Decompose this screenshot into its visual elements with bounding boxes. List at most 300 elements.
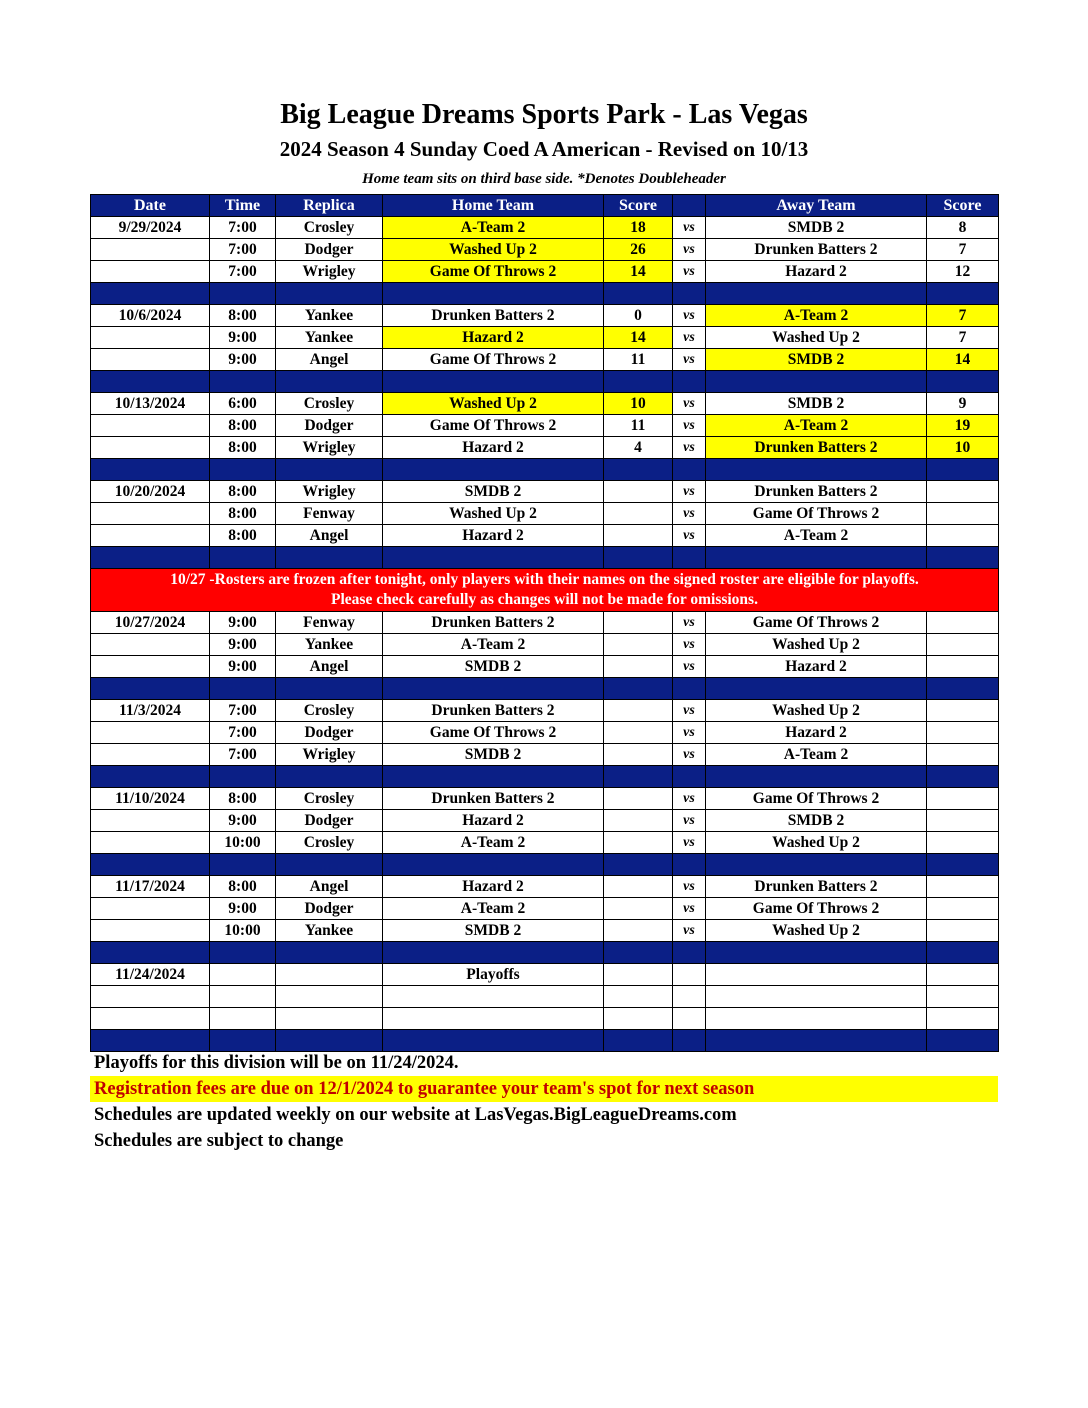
cell-replica: Dodger [276, 722, 383, 744]
cell-replica: Wrigley [276, 744, 383, 766]
separator-cell [383, 283, 604, 305]
cell-date: 9/29/2024 [91, 217, 210, 239]
game-row [91, 832, 999, 854]
cell-home-team: Drunken Batters 2 [383, 700, 604, 722]
cell-time: 7:00 [210, 261, 276, 283]
website-note: Schedules are updated weekly on our website at LasVegas.BigLeagueDreams.com [94, 1105, 737, 1125]
cell-away-score [927, 634, 999, 656]
cell-away-score [927, 612, 999, 634]
cell-vs [673, 986, 706, 1008]
cell-away-team: SMDB 2 [706, 393, 927, 415]
cell-away-score [927, 986, 999, 1008]
separator-cell [276, 1030, 383, 1052]
cell-home-score: 26 [604, 239, 673, 261]
cell-away-team: SMDB 2 [706, 217, 927, 239]
cell-replica: Dodger [276, 898, 383, 920]
cell-vs: vs [673, 393, 706, 415]
cell-date [91, 920, 210, 942]
cell-time: 7:00 [210, 722, 276, 744]
schedule-body [91, 217, 999, 1052]
cell-replica: Dodger [276, 810, 383, 832]
separator-cell [706, 1030, 927, 1052]
cell-vs: vs [673, 810, 706, 832]
separator-cell [276, 854, 383, 876]
separator-cell [91, 547, 210, 569]
separator-cell [604, 371, 673, 393]
cell-home-team: SMDB 2 [383, 744, 604, 766]
separator-cell [383, 942, 604, 964]
separator-cell [673, 459, 706, 481]
roster-notice [91, 569, 999, 612]
separator-cell [673, 942, 706, 964]
cell-home-score: 11 [604, 349, 673, 371]
cell-vs: vs [673, 239, 706, 261]
cell-away-team: SMDB 2 [706, 349, 927, 371]
cell-time: 10:00 [210, 920, 276, 942]
cell-away-score: 9 [927, 393, 999, 415]
separator-cell [91, 1030, 210, 1052]
cell-away-score [927, 920, 999, 942]
separator-row [91, 1030, 999, 1052]
separator-row [91, 371, 999, 393]
cell-home-team: Game Of Throws 2 [383, 415, 604, 437]
game-row [91, 612, 999, 634]
cell-home-score [604, 788, 673, 810]
cell-replica: Crosley [276, 832, 383, 854]
game-row [91, 788, 999, 810]
separator-cell [276, 459, 383, 481]
cell-away-score: 14 [927, 349, 999, 371]
separator-cell [673, 283, 706, 305]
game-row [91, 239, 999, 261]
cell-vs: vs [673, 876, 706, 898]
game-row [91, 415, 999, 437]
cell-time: 9:00 [210, 327, 276, 349]
cell-home-team: Game Of Throws 2 [383, 261, 604, 283]
cell-home-score: 4 [604, 437, 673, 459]
cell-time: 9:00 [210, 612, 276, 634]
cell-away-team: A-Team 2 [706, 415, 927, 437]
cell-vs: vs [673, 481, 706, 503]
cell-away-score [927, 700, 999, 722]
home-team-note: Home team sits on third base side. *Denotes Doubleheader [362, 171, 726, 187]
cell-away-team: Drunken Batters 2 [706, 876, 927, 898]
cell-vs: vs [673, 744, 706, 766]
game-row [91, 349, 999, 371]
separator-cell [210, 371, 276, 393]
cell-vs: vs [673, 415, 706, 437]
cell-replica: Angel [276, 525, 383, 547]
cell-replica: Dodger [276, 239, 383, 261]
cell-replica: Dodger [276, 415, 383, 437]
cell-date: 11/10/2024 [91, 788, 210, 810]
game-row [91, 656, 999, 678]
cell-time: 9:00 [210, 349, 276, 371]
separator-cell [604, 854, 673, 876]
separator-cell [927, 1030, 999, 1052]
cell-vs: vs [673, 920, 706, 942]
separator-cell [706, 459, 927, 481]
cell-replica: Wrigley [276, 437, 383, 459]
cell-date [91, 437, 210, 459]
separator-cell [706, 283, 927, 305]
game-row [91, 217, 999, 239]
cell-home-score [604, 634, 673, 656]
separator-cell [276, 766, 383, 788]
cell-vs: vs [673, 898, 706, 920]
separator-cell [210, 942, 276, 964]
separator-cell [706, 371, 927, 393]
cell-replica: Wrigley [276, 261, 383, 283]
col-header-replica: Replica [276, 195, 383, 217]
cell-time: 9:00 [210, 810, 276, 832]
cell-date [91, 656, 210, 678]
cell-away-team: Game Of Throws 2 [706, 788, 927, 810]
cell-home-team: SMDB 2 [383, 481, 604, 503]
separator-cell [604, 1030, 673, 1052]
cell-date [91, 986, 210, 1008]
cell-vs: vs [673, 327, 706, 349]
cell-date: 10/20/2024 [91, 481, 210, 503]
cell-date [91, 327, 210, 349]
schedule-table [90, 194, 999, 1052]
cell-away-score [927, 722, 999, 744]
separator-row [91, 766, 999, 788]
cell-away-team: Drunken Batters 2 [706, 437, 927, 459]
cell-home-team: A-Team 2 [383, 832, 604, 854]
separator-row [91, 854, 999, 876]
cell-home-team: Hazard 2 [383, 437, 604, 459]
cell-home-score: 0 [604, 305, 673, 327]
separator-cell [210, 766, 276, 788]
separator-cell [706, 854, 927, 876]
separator-cell [383, 1030, 604, 1052]
cell-away-score [927, 832, 999, 854]
game-row [91, 898, 999, 920]
separator-cell [276, 371, 383, 393]
cell-replica: Angel [276, 656, 383, 678]
cell-replica: Wrigley [276, 481, 383, 503]
cell-away-team: Game Of Throws 2 [706, 898, 927, 920]
cell-vs: vs [673, 612, 706, 634]
separator-cell [927, 678, 999, 700]
separator-cell [210, 459, 276, 481]
table-header-row [91, 195, 999, 217]
cell-vs: vs [673, 634, 706, 656]
cell-away-team: Drunken Batters 2 [706, 239, 927, 261]
separator-cell [383, 678, 604, 700]
separator-cell [706, 766, 927, 788]
cell-date [91, 525, 210, 547]
cell-away-score: 10 [927, 437, 999, 459]
cell-home-score [604, 481, 673, 503]
cell-away-score [927, 876, 999, 898]
cell-home-score [604, 656, 673, 678]
cell-replica: Yankee [276, 920, 383, 942]
separator-cell [210, 678, 276, 700]
col-header-away-team: Away Team [706, 195, 927, 217]
cell-home-team: SMDB 2 [383, 656, 604, 678]
separator-cell [706, 678, 927, 700]
separator-cell [210, 854, 276, 876]
separator-cell [276, 678, 383, 700]
cell-home-score: 14 [604, 327, 673, 349]
game-row [91, 1008, 999, 1030]
cell-home-team: Hazard 2 [383, 525, 604, 547]
cell-home-team: Game Of Throws 2 [383, 349, 604, 371]
cell-away-team: Washed Up 2 [706, 327, 927, 349]
cell-away-team: Hazard 2 [706, 261, 927, 283]
separator-cell [673, 766, 706, 788]
cell-replica: Crosley [276, 700, 383, 722]
cell-vs: vs [673, 722, 706, 744]
cell-time: 9:00 [210, 634, 276, 656]
game-row [91, 876, 999, 898]
cell-date [91, 415, 210, 437]
cell-date: 11/17/2024 [91, 876, 210, 898]
cell-home-team: SMDB 2 [383, 920, 604, 942]
separator-cell [604, 678, 673, 700]
cell-away-score [927, 898, 999, 920]
cell-date [91, 239, 210, 261]
cell-home-score [604, 920, 673, 942]
cell-away-team: Hazard 2 [706, 656, 927, 678]
cell-home-score [604, 503, 673, 525]
cell-home-team: A-Team 2 [383, 217, 604, 239]
cell-home-score [604, 964, 673, 986]
cell-time: 7:00 [210, 744, 276, 766]
separator-cell [91, 678, 210, 700]
separator-cell [276, 942, 383, 964]
cell-home-score [604, 810, 673, 832]
cell-time: 9:00 [210, 656, 276, 678]
cell-replica: Fenway [276, 503, 383, 525]
cell-away-team: Washed Up 2 [706, 634, 927, 656]
cell-time: 8:00 [210, 305, 276, 327]
page-subtitle: 2024 Season 4 Sunday Coed A American - Revised on 10/13 [279, 137, 809, 161]
game-row [91, 525, 999, 547]
cell-home-team: Hazard 2 [383, 810, 604, 832]
game-row [91, 481, 999, 503]
cell-away-team: A-Team 2 [706, 305, 927, 327]
cell-date: 11/24/2024 [91, 964, 210, 986]
cell-replica: Crosley [276, 393, 383, 415]
cell-time: 8:00 [210, 437, 276, 459]
cell-vs: vs [673, 503, 706, 525]
separator-cell [604, 547, 673, 569]
cell-time: 8:00 [210, 415, 276, 437]
cell-time: 8:00 [210, 876, 276, 898]
game-row [91, 964, 999, 986]
cell-away-score [927, 525, 999, 547]
cell-home-team: Drunken Batters 2 [383, 788, 604, 810]
cell-home-score [604, 986, 673, 1008]
separator-cell [927, 283, 999, 305]
cell-away-score [927, 656, 999, 678]
game-row [91, 744, 999, 766]
separator-cell [383, 547, 604, 569]
cell-home-team: Drunken Batters 2 [383, 612, 604, 634]
game-row [91, 437, 999, 459]
cell-replica: Crosley [276, 788, 383, 810]
cell-date [91, 898, 210, 920]
separator-cell [927, 547, 999, 569]
separator-cell [210, 283, 276, 305]
cell-home-score: 10 [604, 393, 673, 415]
separator-cell [383, 854, 604, 876]
cell-replica [276, 1008, 383, 1030]
separator-row [91, 678, 999, 700]
cell-home-team: Washed Up 2 [383, 239, 604, 261]
cell-vs: vs [673, 305, 706, 327]
cell-time: 8:00 [210, 481, 276, 503]
separator-cell [927, 942, 999, 964]
cell-away-score [927, 788, 999, 810]
cell-date [91, 349, 210, 371]
cell-away-score: 7 [927, 239, 999, 261]
game-row [91, 722, 999, 744]
cell-time [210, 1008, 276, 1030]
cell-date [91, 832, 210, 854]
game-row [91, 920, 999, 942]
cell-away-score [927, 964, 999, 986]
cell-date [91, 722, 210, 744]
cell-home-score [604, 612, 673, 634]
col-header-date: Date [91, 195, 210, 217]
separator-cell [673, 678, 706, 700]
cell-home-team [383, 986, 604, 1008]
col-header-time: Time [210, 195, 276, 217]
roster-notice-line: 10/27 -Rosters are frozen after tonight, only players with their names on the signed roster are eligible for playoffs. [170, 571, 919, 588]
cell-date: 10/13/2024 [91, 393, 210, 415]
cell-away-team: Hazard 2 [706, 722, 927, 744]
separator-cell [383, 371, 604, 393]
game-row [91, 700, 999, 722]
cell-time: 7:00 [210, 700, 276, 722]
cell-replica [276, 964, 383, 986]
playoffs-note: Playoffs for this division will be on 11/24/2024. [94, 1053, 459, 1073]
cell-date: 10/6/2024 [91, 305, 210, 327]
separator-cell [706, 942, 927, 964]
cell-home-score [604, 722, 673, 744]
separator-cell [383, 766, 604, 788]
cell-time: 9:00 [210, 898, 276, 920]
page-title: Big League Dreams Sports Park - Las Vegas [280, 99, 808, 130]
cell-away-team: Game Of Throws 2 [706, 503, 927, 525]
separator-cell [673, 371, 706, 393]
cell-home-team: Washed Up 2 [383, 503, 604, 525]
cell-away-team [706, 964, 927, 986]
cell-time: 8:00 [210, 525, 276, 547]
separator-cell [604, 766, 673, 788]
separator-cell [927, 854, 999, 876]
cell-home-team: Hazard 2 [383, 876, 604, 898]
cell-away-score: 7 [927, 305, 999, 327]
separator-cell [706, 547, 927, 569]
cell-home-score: 18 [604, 217, 673, 239]
separator-row [91, 547, 999, 569]
cell-away-score: 12 [927, 261, 999, 283]
game-row [91, 393, 999, 415]
cell-time: 10:00 [210, 832, 276, 854]
cell-vs: vs [673, 525, 706, 547]
game-row [91, 261, 999, 283]
game-row [91, 327, 999, 349]
cell-home-score [604, 898, 673, 920]
cell-home-team: Playoffs [383, 964, 604, 986]
cell-away-score: 8 [927, 217, 999, 239]
cell-away-team: A-Team 2 [706, 744, 927, 766]
cell-date: 11/3/2024 [91, 700, 210, 722]
cell-time [210, 986, 276, 1008]
registration-note: Registration fees are due on 12/1/2024 to guarantee your team's spot for next season [90, 1076, 998, 1102]
cell-away-team: Game Of Throws 2 [706, 612, 927, 634]
cell-home-score: 11 [604, 415, 673, 437]
cell-home-score [604, 744, 673, 766]
roster-notice-line: Please check carefully as changes will not be made for omissions. [331, 591, 758, 608]
cell-vs: vs [673, 788, 706, 810]
separator-cell [927, 459, 999, 481]
separator-cell [91, 459, 210, 481]
cell-date [91, 503, 210, 525]
game-row [91, 503, 999, 525]
separator-cell [673, 1030, 706, 1052]
roster-notice-row [91, 569, 999, 612]
cell-vs: vs [673, 832, 706, 854]
col-header-away-score: Score [927, 195, 999, 217]
col-header-home-score: Score [604, 195, 673, 217]
cell-home-team: Drunken Batters 2 [383, 305, 604, 327]
cell-home-score [604, 700, 673, 722]
cell-home-score [604, 1008, 673, 1030]
cell-home-score [604, 876, 673, 898]
cell-vs: vs [673, 437, 706, 459]
cell-time: 8:00 [210, 788, 276, 810]
cell-home-score: 14 [604, 261, 673, 283]
cell-home-team [383, 1008, 604, 1030]
cell-away-score [927, 744, 999, 766]
cell-away-score [927, 481, 999, 503]
cell-away-score: 19 [927, 415, 999, 437]
cell-vs: vs [673, 217, 706, 239]
separator-cell [276, 283, 383, 305]
cell-time: 7:00 [210, 217, 276, 239]
cell-home-team: Game Of Throws 2 [383, 722, 604, 744]
separator-cell [604, 283, 673, 305]
separator-cell [673, 854, 706, 876]
col-header-home-team: Home Team [383, 195, 604, 217]
separator-cell [210, 547, 276, 569]
cell-away-team: Washed Up 2 [706, 700, 927, 722]
schedule-change-note: Schedules are subject to change [94, 1131, 344, 1151]
cell-away-team [706, 986, 927, 1008]
cell-away-team: SMDB 2 [706, 810, 927, 832]
cell-home-team: Washed Up 2 [383, 393, 604, 415]
cell-home-team: A-Team 2 [383, 634, 604, 656]
separator-cell [91, 854, 210, 876]
cell-date [91, 634, 210, 656]
cell-home-score [604, 525, 673, 547]
cell-time: 7:00 [210, 239, 276, 261]
separator-cell [673, 547, 706, 569]
cell-away-score [927, 810, 999, 832]
cell-time [210, 964, 276, 986]
cell-away-team: Washed Up 2 [706, 832, 927, 854]
separator-cell [604, 459, 673, 481]
game-row [91, 634, 999, 656]
col-header-vs [673, 195, 706, 217]
separator-cell [383, 459, 604, 481]
